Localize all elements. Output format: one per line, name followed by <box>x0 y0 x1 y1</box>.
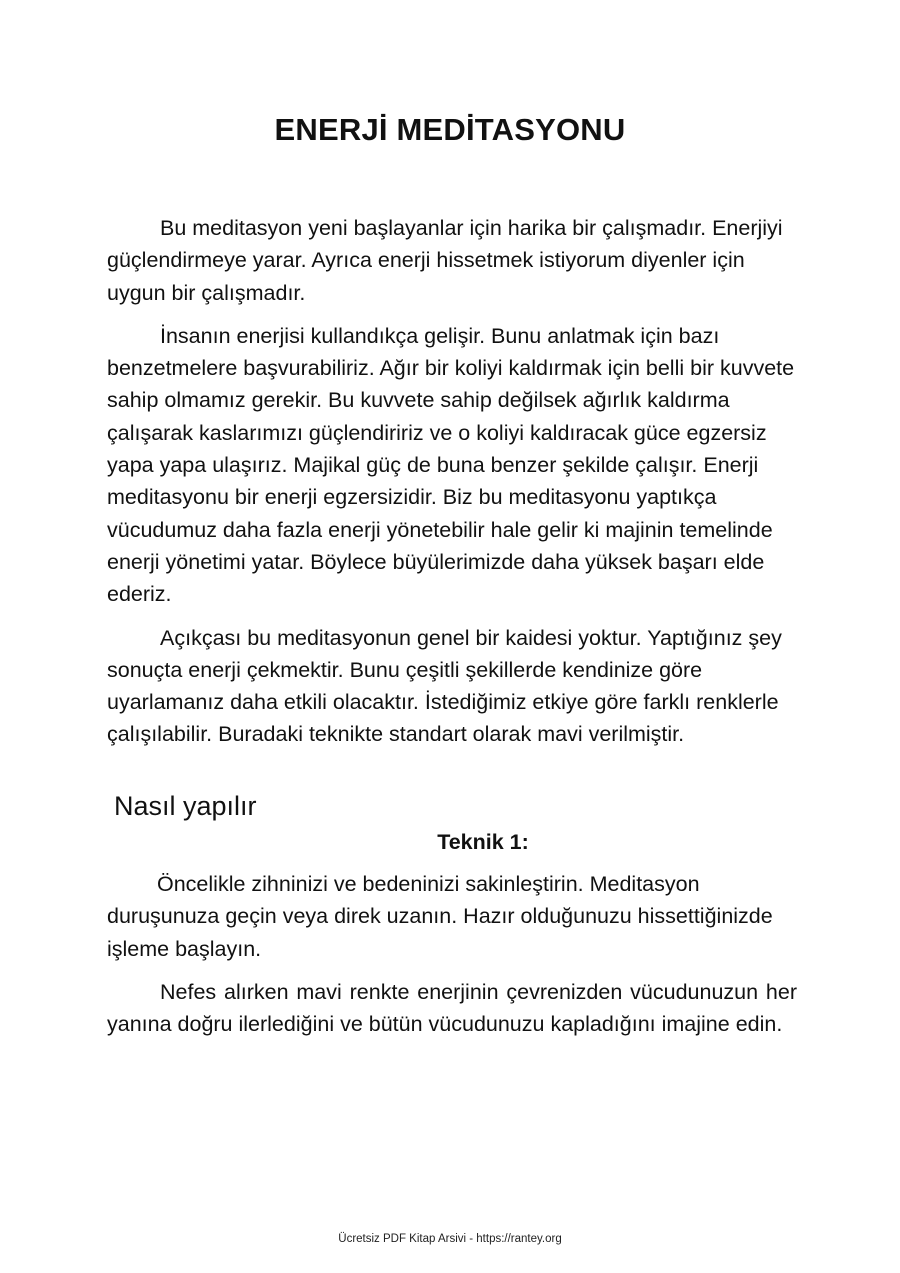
page-footer: Ücretsiz PDF Kitap Arsivi - https://rantey.org <box>338 1233 562 1245</box>
technique-section <box>107 868 797 1051</box>
technique-paragraph-1: Öncelikle zihninizi ve bedeninizi sakinleştirin. Meditasyon duruşunuza geçin veya direk uzanın. Hazır olduğunuzu hissettiğinizde işleme başlayın. <box>107 872 773 961</box>
technique-paragraph-2: Nefes alırken mavi renkte enerjinin çevrenizden vücudunuzun her yanına doğru ilerlediğini ve bütün vücudunuzu kapladığını imajine edin. <box>107 979 797 1037</box>
intro-paragraph-2: İnsanın enerjisi kullandıkça gelişir. Bunu anlatmak için bazı benzetmelere başvurabiliriz. Ağır bir koliyi kaldırmak için belli bir kuvvete sahip olmamız gerekir. Bu kuvvete sahip değilsek ağırlık kaldırma çalışarak kaslarımızı güçlendiririz ve o koliyi kaldıracak güce egzersiz yapa yapa ulaşırız. Majikal güç de buna benzer şekilde çalışır. Enerji meditasyonu bir enerji egzersizidir. Biz bu meditasyonu yaptıkça vücudumuz daha fazla enerji yönetebilir hale gelir ki majinin temelinde enerji yönetimi yatar. Böylece büyülerimizde daha yüksek başarı elde ederiz. <box>107 323 795 607</box>
page-title: ENERJİ MEDİTASYONU <box>274 112 626 147</box>
technique-heading: Teknik 1: <box>437 830 529 854</box>
section-heading: Nasıl yapılır <box>114 791 257 821</box>
intro-paragraph-1: Bu meditasyon yeni başlayanlar için harika bir çalışmadır. Enerjiyi güçlendirmeye yarar. Ayrıca enerji hissetmek istiyorum diyenler için uygun bir çalışmadır. <box>107 216 783 305</box>
intro-paragraph-3: Açıkçası bu meditasyonun genel bir kaidesi yoktur. Yaptığınız şey sonuçta enerji çekmektir. Bunu çeşitli şekillerde kendinize göre uyarlamanız daha etkili olacaktır. İstediğimiz etkiye göre farklı renklerle çalışılabilir. Buradaki teknikte standart olarak mavi verilmiştir. <box>107 625 782 747</box>
intro-section <box>107 212 797 762</box>
